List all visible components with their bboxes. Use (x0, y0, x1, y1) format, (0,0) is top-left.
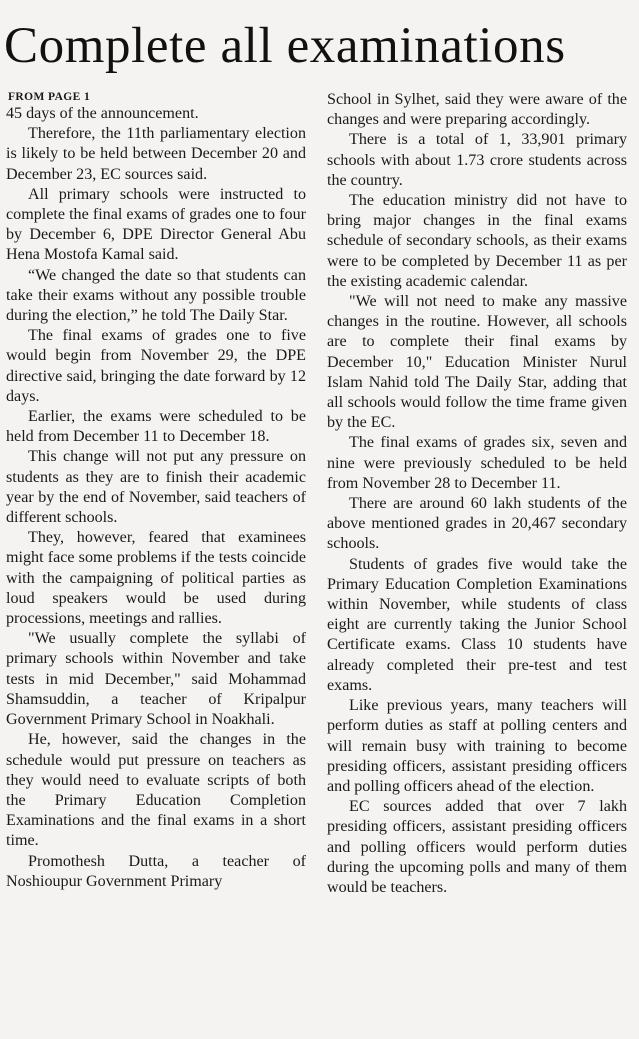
paragraph: "We will not need to make any massive changes in the routine. However, all schools are to complete their final exams by December 10," Education Minister Nurul Islam Nahid told The Daily Star, adding that all schools would follow the time frame given by the EC. (327, 293, 627, 432)
paragraph: School in Sylhet, said they were aware of the changes and were preparing accordingly. (327, 91, 627, 129)
paragraph: All primary schools were instructed to complete the final exams of grades one to four by December 6, DPE Director General Abu Hena Mostofa Kamal said. (6, 185, 306, 264)
paragraph: They, however, feared that examinees might face some problems if the tests coincide with the campaigning of political parties as loud speakers would be used during processions, meetings and rallies. (6, 529, 306, 628)
paragraph: EC sources added that over 7 lakh presiding officers, assistant presiding officers and polling officers would perform duties during the upcoming polls and many of them would be teachers. (327, 798, 627, 896)
paragraph: Therefore, the 11th parliamentary election is likely to be held between December 20 and December 23, EC sources said. (6, 125, 306, 183)
continuation-kicker: FROM PAGE 1 (8, 91, 91, 103)
article-column-right (327, 90, 627, 898)
paragraph: The final exams of grades six, seven and nine were previously scheduled to be held from November 28 to December 11. (327, 434, 627, 492)
paragraph: The education ministry did not have to bring major changes in the final exams schedule of secondary schools, as their exams were to be completed by December 11 as per the existing academic calendar. (327, 192, 627, 290)
paragraph: He, however, said the changes in the schedule would put pressure on teachers as they would need to evaluate scripts of both the Primary Education Completion Examinations and the final exams in a short time. (6, 731, 306, 850)
article-column-left (6, 90, 306, 892)
paragraph: The final exams of grades one to five would begin from November 29, the DPE directive said, bringing the date forward by 12 days. (6, 327, 306, 405)
paragraph: "We usually complete the syllabi of primary schools within November and take tests in mid December," said Mohammad Shamsuddin, a teacher of Kripalpur Government Primary School in Noakhali. (6, 630, 306, 729)
headline: Complete all examinations (4, 18, 566, 74)
paragraph: Students of grades five would take the Primary Education Completion Examinations within November, while students of class eight are currently taking the Junior School Certificate exams. Class 10 students have already completed their pre-test and test exams. (327, 555, 627, 694)
paragraph: There are around 60 lakh students of the above mentioned grades in 20,467 secondary schools. (327, 495, 627, 553)
paragraph: Like previous years, many teachers will perform duties as staff at polling centers and will remain busy with training to become presiding officers, assistant presiding officers and polling officers ahead of the election. (327, 697, 627, 795)
paragraph: This change will not put any pressure on students as they are to finish their academic year by the end of November, said teachers of different schools. (6, 448, 306, 527)
paragraph: Promothesh Dutta, a teacher of Noshioupur Government Primary (6, 852, 306, 890)
paragraph: Earlier, the exams were scheduled to be held from December 11 to December 18. (6, 408, 306, 446)
paragraph: “We changed the date so that students can take their exams without any possible trouble during the election,” he told The Daily Star. (6, 266, 306, 325)
paragraph: There is a total of 1, 33,901 primary schools with about 1.73 crore students across the country. (327, 131, 627, 189)
paragraph: 45 days of the announcement. (6, 105, 199, 122)
